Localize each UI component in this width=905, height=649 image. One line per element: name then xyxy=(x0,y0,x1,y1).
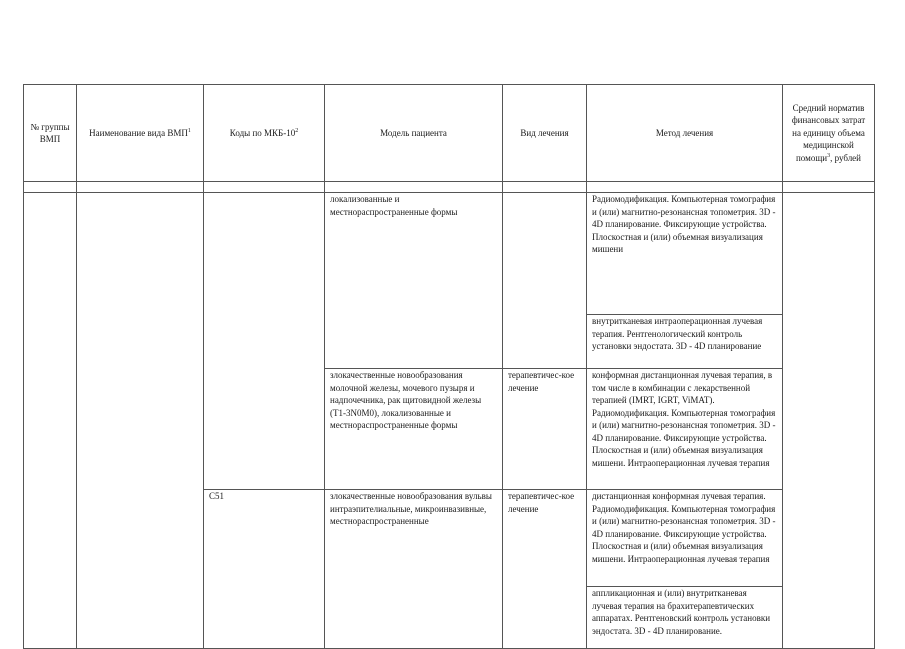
treatment-type-cell: терапевтичес-кое лечение xyxy=(503,490,587,649)
group-number-cell xyxy=(24,193,77,649)
treatment-method-cell: аппликационная и (или) внутритканевая лучевая терапия на брахитерапевтических аппаратах. Рентгеновский контроль установки эндостата. 3D - 4D планирование. xyxy=(587,587,783,649)
treatment-method-cell: Радиомодификация. Компьютерная томография и (или) магнитно-резонансная топометрия. 3D - 4D планирование. Фиксирующие устройства. Плоскостная и (или) объемная визуализация мишени xyxy=(587,193,783,315)
treatment-type-cell: терапевтичес-кое лечение xyxy=(503,369,587,490)
header-group-number: № группы ВМП xyxy=(24,85,77,182)
header-vmp-name: Наименование вида ВМП$^1$ xyxy=(77,85,204,182)
vmp-name-cell xyxy=(77,193,204,649)
cost-cell xyxy=(783,193,875,649)
icd-code-cell xyxy=(204,193,325,490)
patient-model-cell: злокачественные новообразования вульвы интраэпителиальные, микроинвазивные, местнораспространенные xyxy=(325,490,503,649)
icd-code-cell: C51 xyxy=(204,490,325,649)
header-row xyxy=(24,85,875,182)
patient-model-cell: локализованные и местнораспространенные формы xyxy=(325,193,503,369)
header-treatment-method: Метод лечения xyxy=(587,85,783,182)
treatment-method-cell: дистанционная конформная лучевая терапия. Радиомодификация. Компьютерная томография и (или) магнитно-резонансная топометрия. 3D - 4D планирование. Фиксирующие устройства. Плоскостная и (или) объемная визуализация мишени. Интраоперационная лучевая терапия xyxy=(587,490,783,587)
header-icd-codes: Коды по МКБ-$10^2$ xyxy=(204,85,325,182)
treatment-type-cell xyxy=(503,193,587,369)
header-cost-norm: Средний норматив финансовых затрат на единицу объема медицинской помощи$^3$, рублей xyxy=(783,85,875,182)
table-row xyxy=(24,193,875,315)
header-treatment-type: Вид лечения xyxy=(503,85,587,182)
patient-model-cell: злокачественные новообразования молочной железы, мочевого пузыря и надпочечника, рак щитовидной железы (T1-3N0M0), локализованные и местнораспространенные формы xyxy=(325,369,503,490)
spacer-row xyxy=(24,182,875,193)
treatment-method-cell: внутритканевая интраоперационная лучевая терапия. Рентгенологический контроль установки эндостата. 3D - 4D планирование xyxy=(587,315,783,369)
treatment-table xyxy=(23,84,875,649)
treatment-method-cell: конформная дистанционная лучевая терапия, в том числе в комбинации с лекарственной терапией (IMRT, IGRT, ViMAT). Радиомодификация. Компьютерная томография и (или) магнитно-резонансная топометрия. 3D - 4D планирование. Фиксирующие устройства. Плоскостная и (или) объемная визуализация мишени. Интраоперационная лучевая терапия xyxy=(587,369,783,490)
header-patient-model: Модель пациента xyxy=(325,85,503,182)
